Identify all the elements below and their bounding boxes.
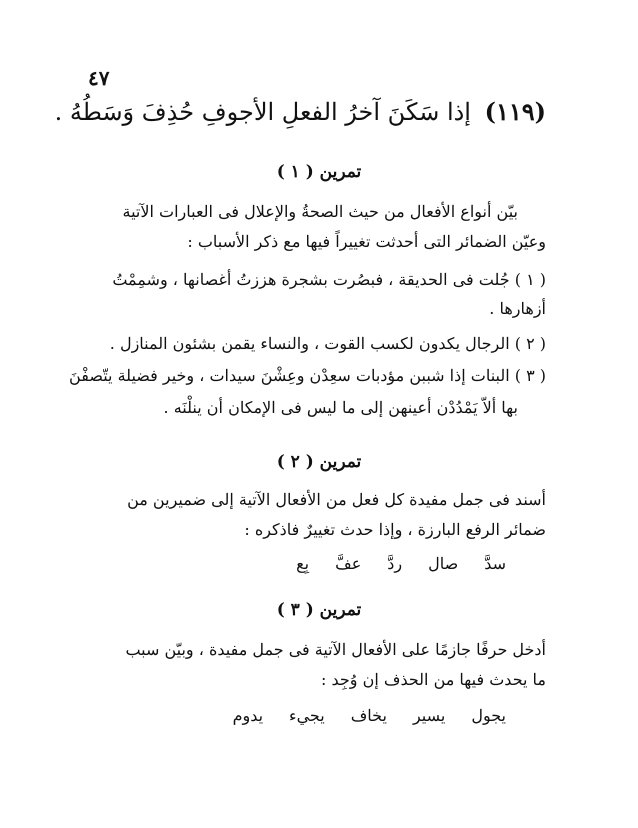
exercise-1-item-line: أزهارها . [489, 299, 546, 318]
exercise-1-item-line: ( ١ ) جُلت فى الحديقة ، فبصُرت بشجرة هززتُ أغصانها ، وشمِمْتُ [112, 270, 546, 289]
exercise-3-word-list [86, 704, 506, 728]
exercise-1-item-line: ( ٢ ) الرجال يكدون لكسب القوت ، والنساء يقمن بشئون المنازل . [109, 334, 546, 353]
verb-word: يجول [471, 706, 506, 725]
exercise-2-instruction-line: أسند فى جمل مفيدة كل فعل من الأفعال الآتية إلى ضميرين من [127, 490, 546, 509]
verb-word: عفَّ [335, 554, 362, 573]
exercise-2-title: تمرين ( ٢ ) [276, 452, 362, 472]
exercise-3-instruction-line: ما يحدث فيها من الحذف إن وُجِد : [321, 670, 546, 689]
exercise-1-item-line: بها ألاّ يَمْدُدْن أعينهن إلى ما ليس فى الإمكان أن ينلْنَه . [163, 398, 518, 417]
exercise-1-item-line: ( ٣ ) البنات إذا شببن مؤدبات سعِدْن وعِشْنَ سيدات ، وخير فضيلة يتّصفْنَ [69, 366, 546, 385]
verb-word: يجيء [289, 706, 325, 725]
exercise-2-instruction-line: ضمائر الرفع البارزة ، وإذا حدث تغييرٌ فاذكره : [244, 520, 546, 539]
verb-word: يسير [412, 706, 446, 725]
rule-text: إذا سَكَنَ آخرُ الفعلِ الأجوفِ حُذِفَ وَسَطُهُ . [54, 98, 471, 126]
page-number: ٤٧ [88, 66, 110, 90]
rule-number: (١١٩) [484, 97, 546, 126]
grammar-rule [54, 92, 546, 132]
verb-word: يدوم [232, 706, 264, 725]
verb-word: صال [428, 554, 459, 573]
verb-word: ردَّ [387, 554, 403, 573]
exercise-2-word-list [86, 552, 506, 576]
exercise-3-instruction-line: أدخل حرفًا جازمًا على الأفعال الآتية فى جمل مفيدة ، وبيّن سبب [125, 640, 546, 659]
verb-word: بِع [296, 554, 310, 573]
exercise-1-title: تمرين ( ١ ) [276, 162, 362, 182]
verb-word: سدَّ [484, 554, 506, 573]
exercise-1-instruction-line: وعيّن الضمائر التى أحدثت تغييراً فيها مع ذكر الأسباب : [187, 232, 546, 251]
exercise-3-title: تمرين ( ٣ ) [276, 600, 362, 620]
exercise-1-instruction-line: بيّن أنواع الأفعال من حيث الصحةُ والإعلال فى العبارات الآتية [122, 202, 518, 221]
verb-word: يخاف [350, 706, 387, 725]
